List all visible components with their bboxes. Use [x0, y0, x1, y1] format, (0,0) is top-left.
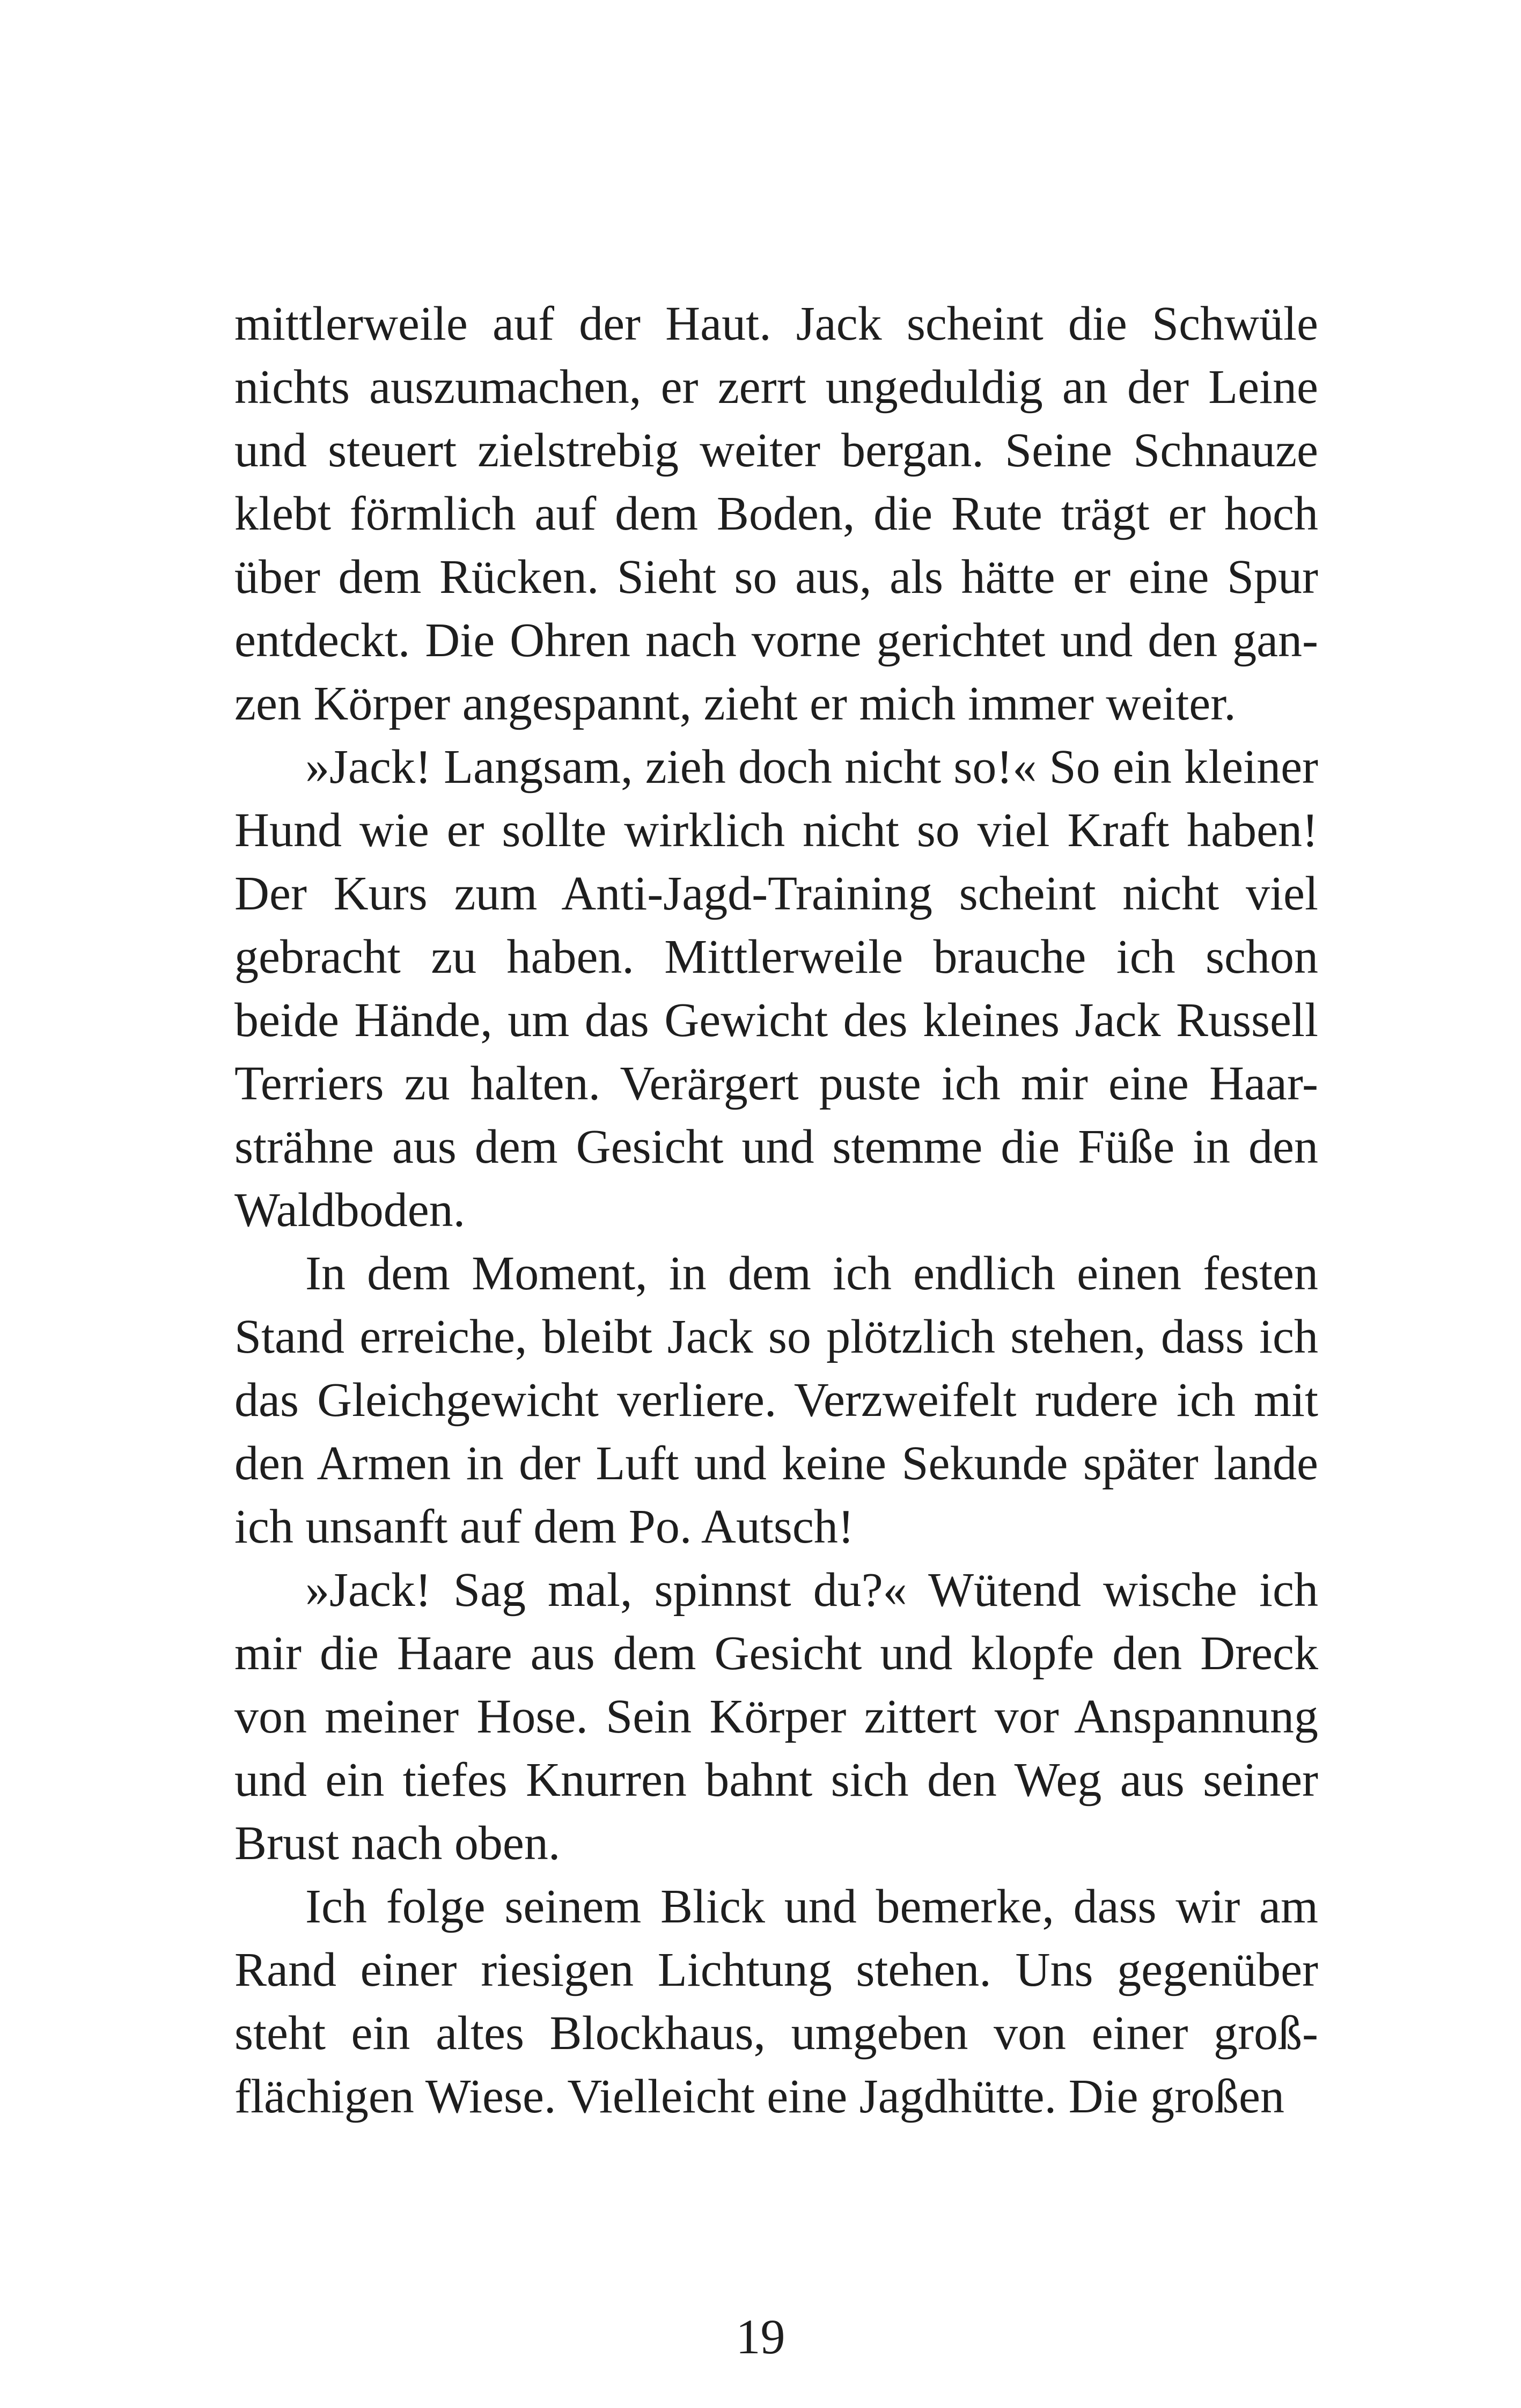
paragraph	[234, 1242, 1318, 1559]
text-line: gebracht zu haben. Mittlerweile brauche ich schon	[234, 930, 1318, 983]
text-line: das Gleichgewicht verliere. Verzweifelt rudere ich mit	[234, 1374, 1318, 1427]
text-line: Waldboden.	[234, 1184, 466, 1237]
text-line: klebt förmlich auf dem Boden, die Rute trägt er hoch	[234, 487, 1318, 540]
text-line: »Jack! Langsam, zieh doch nicht so!« So ein kleiner	[305, 740, 1318, 794]
text-line: Terriers zu halten. Verärgert puste ich mir eine Haar-	[234, 1057, 1318, 1110]
text-line: Ich folge seinem Blick und bemerke, dass wir am	[305, 1880, 1318, 1933]
text-line: Rand einer riesigen Lichtung stehen. Uns gegenüber	[234, 1943, 1318, 1996]
text-line: »Jack! Sag mal, spinnst du?« Wütend wische ich	[305, 1563, 1318, 1617]
paragraph	[234, 292, 1318, 736]
text-line: zen Körper angespannt, zieht er mich immer weiter.	[234, 677, 1236, 730]
paragraph	[234, 736, 1318, 1242]
text-line: und steuert zielstrebig weiter bergan. Seine Schnauze	[234, 424, 1318, 477]
page-text	[234, 292, 1318, 2128]
text-line: Hund wie er sollte wirklich nicht so viel Kraft haben!	[234, 804, 1318, 857]
text-line: den Armen in der Luft und keine Sekunde später lande	[234, 1437, 1318, 1490]
text-line: mittlerweile auf der Haut. Jack scheint die Schwüle	[234, 297, 1318, 350]
text-line: flächigen Wiese. Vielleicht eine Jagdhütte. Die großen	[234, 2070, 1284, 2123]
text-line: strähne aus dem Gesicht und stemme die Füße in den	[234, 1120, 1318, 1173]
text-line: von meiner Hose. Sein Körper zittert vor Anspannung	[234, 1690, 1318, 1743]
text-line: beide Hände, um das Gewicht des kleines Jack Russell	[234, 994, 1318, 1047]
text-line: Der Kurs zum Anti-Jagd-Training scheint nicht viel	[234, 867, 1318, 920]
text-line: über dem Rücken. Sieht so aus, als hätte er eine Spur	[234, 550, 1318, 604]
text-line: mir die Haare aus dem Gesicht und klopfe den Dreck	[234, 1627, 1318, 1680]
text-line: und ein tiefes Knurren bahnt sich den Weg aus seiner	[234, 1753, 1318, 1807]
text-line: In dem Moment, in dem ich endlich einen festen	[305, 1247, 1318, 1300]
paragraph	[234, 1559, 1318, 1875]
text-line: ich unsanft auf dem Po. Autsch!	[234, 1500, 854, 1553]
text-line: nichts auszumachen, er zerrt ungeduldig an der Leine	[234, 361, 1318, 414]
text-line: Stand erreiche, bleibt Jack so plötzlich stehen, dass ich	[234, 1310, 1318, 1363]
text-line: steht ein altes Blockhaus, umgeben von einer groß-	[234, 2007, 1318, 2060]
page-number: 19	[736, 2309, 785, 2364]
text-line: Brust nach oben.	[234, 1817, 561, 1870]
paragraph	[234, 1875, 1318, 2128]
text-line: entdeckt. Die Ohren nach vorne gerichtet und den gan-	[234, 614, 1318, 667]
